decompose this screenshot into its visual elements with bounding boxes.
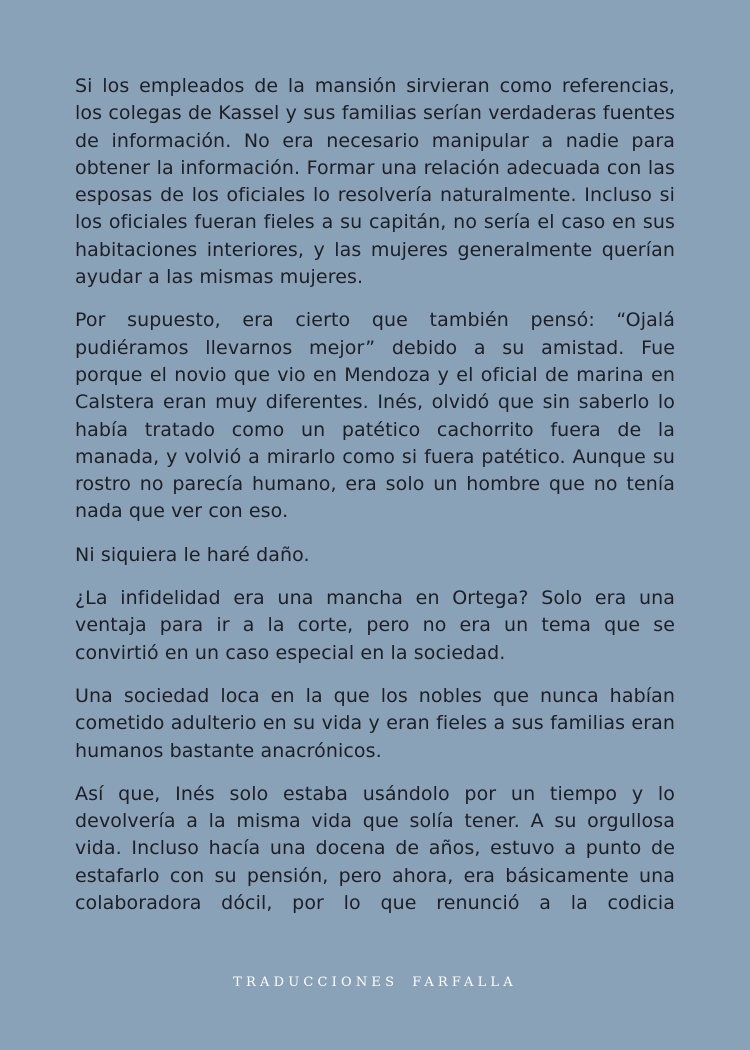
paragraph-2: Por supuesto, era cierto que también pensó: “Ojalá pudiéramos llevarnos mejor” debido a su amistad. Fue porque el novio que vio en Mendoza y el oficial de marina en Calstera eran muy diferentes. Inés, olvidó que sin saberlo lo había tratado como un patético cachorrito fuera de la manada, y volvió a mirarlo como si fuera patético. Aunque su rostro no parecía humano, era solo un hombre que no tenía nada que ver con eso. [75, 309, 675, 523]
footer-word-farfalla: FARFALLA [412, 975, 517, 990]
paragraph-6: Así que, Inés solo estaba usándolo por un tiempo y lo devolvería a la misma vida que solía tener. A su orgullosa vida. Incluso hacía una docena de años, estuvo a punto de estafarlo con su pensión, pero ahora, era básicamente una colaboradora dócil, por lo que renunció a la codicia [75, 782, 675, 915]
body-text [75, 73, 675, 917]
paragraph-1: Si los empleados de la mansión sirvieran como referencias, los colegas de Kassel y sus familias serían verdaderas fuentes de información. No era necesario manipular a nadie para obtener la información. Formar una relación adecuada con las esposas de los oficiales lo resolvería naturalmente. Incluso si los oficiales fueran fieles a su capitán, no sería el caso en sus habitaciones interiores, y las mujeres generalmente querían ayudar a las mismas mujeres. [75, 75, 675, 289]
footer-word-traducciones: TRADUCCIONES [233, 975, 399, 990]
paragraph-3: Ni siquiera le haré daño. [75, 543, 310, 566]
footer-credit [0, 975, 750, 990]
paragraph-5: Una sociedad loca en la que los nobles que nunca habían cometido adulterio en su vida y eran fieles a sus familias eran humanos bastante anacrónicos. [75, 684, 675, 762]
paragraph-4: ¿La infidelidad era una mancha en Ortega? Solo era una ventaja para ir a la corte, pero no era un tema que se convirtió en un caso especial en la sociedad. [75, 587, 675, 664]
